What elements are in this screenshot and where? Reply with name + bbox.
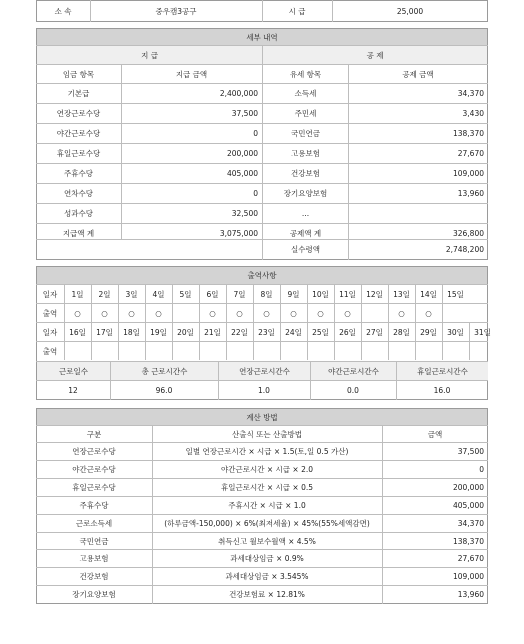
pay-item: 기본급 [67, 89, 90, 98]
pay-amount: 200,000 [226, 149, 258, 158]
attendance-mark: ○ [155, 308, 162, 318]
attendance-mark [145, 342, 172, 360]
day-cell: 2일 [98, 289, 111, 299]
day-cell: 23일 [258, 327, 275, 337]
pay-item: 주휴수당 [64, 169, 93, 178]
summary-header: 총 근로시간수 [111, 362, 218, 380]
day-cell: 8일 [260, 289, 273, 299]
attendance-mark [199, 342, 226, 360]
attendance-mark [172, 304, 199, 322]
col-divider [442, 322, 443, 360]
day-cell: 17일 [96, 327, 113, 337]
calc-formula: 과세대상임금 × 3.545% [225, 572, 309, 581]
calc-col-amount: 금액 [427, 429, 443, 439]
attendance-mark [334, 342, 361, 360]
wage-value: 25,000 [396, 6, 424, 16]
col-divider [334, 284, 335, 322]
attendance-mark: ○ [236, 308, 243, 318]
attendance-mark [91, 342, 118, 360]
summary-value: 12 [68, 385, 78, 395]
day-cell: 25일 [312, 327, 329, 337]
col-divider [469, 322, 470, 360]
col-divider [64, 322, 65, 360]
col-divider [145, 284, 146, 322]
calc-amount: 405,000 [452, 501, 484, 510]
calc-col-kind: 구분 [86, 429, 102, 439]
col-divider [415, 284, 416, 322]
day-cell: 5일 [179, 289, 192, 299]
deduction-item: 건강보험 [291, 169, 320, 178]
col-divider [172, 322, 173, 360]
day-cell: 9일 [287, 289, 300, 299]
attendance-mark [469, 342, 496, 360]
pay-amount: 3,075,000 [219, 229, 258, 238]
day-cell: 21일 [204, 327, 221, 337]
day-cell: 28일 [393, 327, 410, 337]
mark-label: 출역 [42, 346, 58, 356]
day-cell: 14일 [420, 289, 437, 299]
col-divider [415, 322, 416, 360]
calc-col-formula: 산출식 또는 산출방법 [232, 429, 302, 439]
pay-item: 연장근로수당 [56, 109, 101, 118]
col-divider [199, 322, 200, 360]
attendance-mark [442, 304, 469, 322]
summary-value: 16.0 [433, 385, 451, 395]
col-divider [307, 322, 308, 360]
pay-amount: 405,000 [226, 169, 258, 178]
attendance-mark: ○ [317, 308, 324, 318]
calc-kind: 국민연금 [79, 537, 109, 546]
day-cell: 13일 [393, 289, 410, 299]
attendance-mark: ○ [209, 308, 216, 318]
col-divider [199, 284, 200, 322]
attendance-mark [307, 342, 334, 360]
calc-formula: 야간근로시간 × 시급 × 2.0 [221, 465, 313, 474]
calc-kind: 연장근로수당 [72, 447, 116, 456]
col-divider [307, 284, 308, 322]
ded-col-amount: 공제 금액 [402, 69, 434, 79]
pay-item: 휴일근로수당 [56, 149, 101, 158]
calc-amount: 0 [479, 465, 484, 474]
attendance-mark [388, 342, 415, 360]
attendance-mark: ○ [344, 308, 351, 318]
attendance-mark [226, 342, 253, 360]
col-divider [91, 284, 92, 322]
pay-item: 연차수당 [64, 189, 93, 198]
day-cell: 20일 [177, 327, 194, 337]
calc-formula: 주휴시간 × 시급 × 1.0 [228, 501, 306, 510]
summary-header: 연장근로시간수 [219, 362, 310, 380]
col-divider [118, 322, 119, 360]
attendance-mark [172, 342, 199, 360]
attendance-mark [361, 342, 388, 360]
col-divider [280, 284, 281, 322]
attendance-mark: ○ [74, 308, 81, 318]
deduction-item: 공제액 계 [289, 229, 322, 238]
wage-label: 시 급 [288, 6, 306, 16]
calc-kind: 장기요양보험 [72, 590, 116, 599]
pay-header: 지 급 [37, 46, 262, 64]
col-divider [361, 322, 362, 360]
pay-item: 야간근로수당 [56, 129, 101, 138]
col-divider [388, 284, 389, 322]
deduction-item: 주민세 [294, 109, 317, 118]
col-divider [253, 284, 254, 322]
col-divider [388, 322, 389, 360]
calc-kind: 고용보험 [79, 554, 109, 563]
calculation-title: 계산 방법 [37, 409, 487, 425]
pay-amount: 0 [253, 129, 258, 138]
calc-amount: 200,000 [452, 483, 484, 492]
attendance-mark [442, 342, 469, 360]
mark-label: 출역 [42, 308, 58, 318]
pay-amount: 32,500 [231, 209, 258, 218]
net-pay-label: 실수령액 [291, 245, 320, 254]
day-cell: 1일 [71, 289, 84, 299]
attendance-mark: ○ [101, 308, 108, 318]
day-cell: 31일 [474, 327, 491, 337]
pay-amount: 2,400,000 [219, 89, 258, 98]
attendance-mark: ○ [290, 308, 297, 318]
calc-amount: 37,500 [457, 447, 484, 456]
affiliation-label: 소 속 [54, 6, 72, 16]
day-cell: 4일 [152, 289, 165, 299]
calc-formula: (하루금액-150,000) × 6%(최저세율) × 45%(55%세액감면) [164, 519, 370, 528]
calc-formula: 과세대상임금 × 0.9% [230, 554, 304, 563]
calc-amount: 34,370 [457, 519, 484, 528]
day-cell: 12일 [366, 289, 383, 299]
calc-kind: 근로소득세 [75, 519, 113, 528]
calc-formula: 일별 연장근로시간 × 시급 × 1.5(토,일 0.5 가산) [185, 447, 349, 456]
day-cell: 26일 [339, 327, 356, 337]
attendance-mark [361, 304, 388, 322]
deduction-amount: 3,430 [462, 109, 484, 118]
deduction-amount: 109,000 [452, 169, 484, 178]
deduction-amount: 326,800 [452, 229, 484, 238]
deduction-amount: 34,370 [457, 89, 484, 98]
col-divider [253, 322, 254, 360]
col-divider [172, 284, 173, 322]
calc-kind: 주휴수당 [79, 501, 109, 510]
day-cell: 27일 [366, 327, 383, 337]
col-divider [442, 284, 443, 322]
deduction-item: 장기요양보험 [283, 189, 328, 198]
pay-amount: 37,500 [231, 109, 258, 118]
detail-title: 세부 내역 [37, 29, 487, 45]
day-cell: 11일 [339, 289, 356, 299]
calc-kind: 야간근로수당 [72, 465, 116, 474]
day-cell: 29일 [420, 327, 437, 337]
day-cell: 24일 [285, 327, 302, 337]
day-cell: 16일 [69, 327, 86, 337]
col-divider [334, 322, 335, 360]
summary-header: 휴일근로시간수 [397, 362, 488, 380]
deduction-amount: 27,670 [457, 149, 484, 158]
day-label: 일자 [42, 289, 58, 299]
calc-amount: 13,960 [457, 590, 484, 599]
affiliation-value: 중우캠3공구 [155, 6, 197, 16]
day-cell: 3일 [125, 289, 138, 299]
day-cell: 18일 [123, 327, 140, 337]
calc-kind: 건강보험 [79, 572, 109, 581]
deduction-item: 국민연금 [291, 129, 320, 138]
calc-formula: 휴일근로시간 × 시급 × 0.5 [221, 483, 313, 492]
attendance-mark [280, 342, 307, 360]
attendance-mark [253, 342, 280, 360]
summary-value: 0.0 [347, 385, 359, 395]
col-divider [91, 322, 92, 360]
day-cell: 19일 [150, 327, 167, 337]
day-cell: 10일 [312, 289, 329, 299]
col-divider [226, 322, 227, 360]
attendance-mark: ○ [425, 308, 432, 318]
deduction-item: ... [301, 209, 310, 218]
col-divider [118, 284, 119, 322]
pay-amount: 0 [253, 189, 258, 198]
day-cell: 15일 [447, 289, 464, 299]
col-divider [64, 284, 65, 322]
col-divider [145, 322, 146, 360]
calc-amount: 109,000 [452, 572, 484, 581]
attendance-mark: ○ [263, 308, 270, 318]
attendance-mark [64, 342, 91, 360]
deduction-amount: 138,370 [452, 129, 484, 138]
day-cell: 22일 [231, 327, 248, 337]
summary-value: 96.0 [155, 385, 173, 395]
calc-amount: 138,370 [452, 537, 484, 546]
attendance-mark [118, 342, 145, 360]
pay-item: 지급액 계 [62, 229, 95, 238]
col-divider [226, 284, 227, 322]
attendance-title: 출역사항 [37, 267, 487, 284]
col-divider [361, 284, 362, 322]
deduction-amount [348, 204, 488, 223]
row-divider [36, 380, 488, 381]
calc-kind: 휴일근로수당 [72, 483, 116, 492]
day-label: 일자 [42, 327, 58, 337]
deduction-item: 고용보험 [291, 149, 320, 158]
ded-col-item: 유세 항목 [289, 69, 322, 79]
pay-item: 성과수당 [64, 209, 93, 218]
day-cell: 6일 [206, 289, 219, 299]
summary-value: 1.0 [258, 385, 270, 395]
calc-amount: 27,670 [457, 554, 484, 563]
deduction-amount: 13,960 [457, 189, 484, 198]
calc-formula: 건강보험료 × 12.81% [229, 590, 305, 599]
attendance-mark: ○ [128, 308, 135, 318]
summary-header: 근로일수 [37, 362, 110, 380]
attendance-mark: ○ [398, 308, 405, 318]
col-divider [280, 322, 281, 360]
pay-col-amount: 지급 금액 [175, 69, 208, 79]
deduct-header: 공 제 [263, 46, 487, 64]
summary-header: 야간근로시간수 [311, 362, 396, 380]
calc-formula: 취득신고 월보수월액 × 4.5% [218, 537, 316, 546]
attendance-mark [415, 342, 442, 360]
pay-col-item: 임금 항목 [62, 69, 95, 79]
day-cell: 7일 [233, 289, 246, 299]
day-cell: 30일 [447, 327, 464, 337]
deduction-item: 소득세 [294, 89, 317, 98]
net-pay-value: 2,748,200 [445, 245, 484, 254]
